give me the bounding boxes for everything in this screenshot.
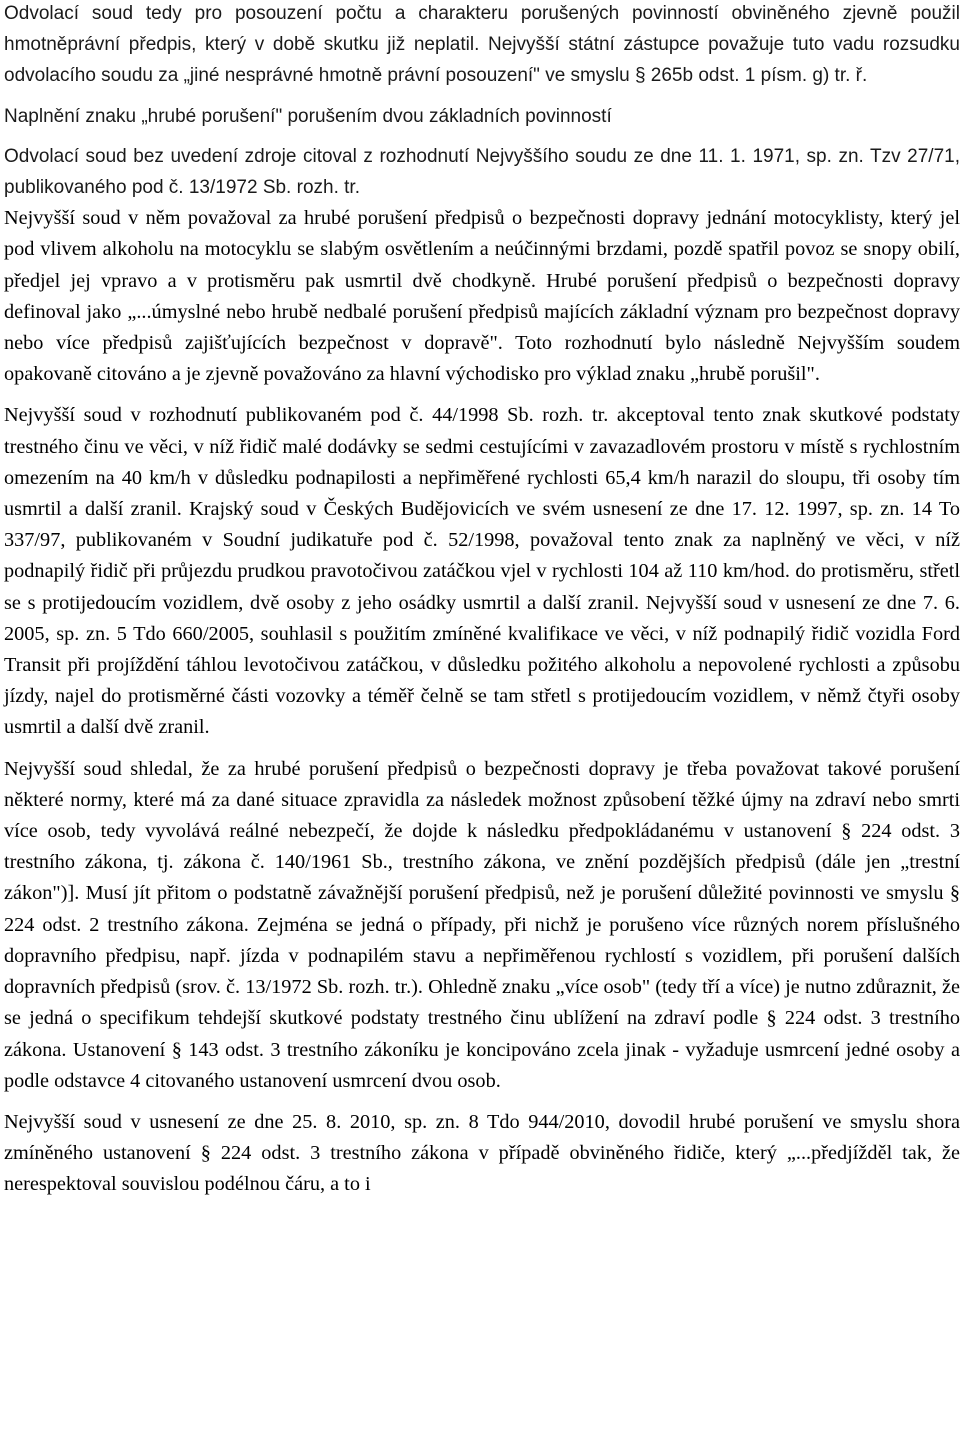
intro-paragraph: Odvolací soud tedy pro posouzení počtu a charakteru porušených povinností obviněného zjevně použil hmotněprávní předpis, který v době skutku již neplatil. Nejvyšší státní zástupce považuje tuto vadu rozsudku odvolacího soudu za „jiné nesprávné hmotně právní posouzení" ve smyslu § 265b odst. 1 písm. g) tr. ř.	[4, 3, 960, 87]
paragraph-4: Nejvyšší soud v usnesení ze dne 25. 8. 2010, sp. zn. 8 Tdo 944/2010, dovodil hrubé porušení ve smyslu shora zmíněného ustanovení § 224 odst. 3 trestního zákona v případě obviněného řidiče, který „...předjížděl tak, že nerespektoval souvislou podélnou čáru, a to i	[4, 1110, 960, 1196]
paragraph-2: Nejvyšší soud v rozhodnutí publikovaném pod č. 44/1998 Sb. rozh. tr. akceptoval tento znak skutkové podstaty trestného činu ve věci, v níž řidič malé dodávky se sedmi cestujícími v zavazadlovém prostoru v místě s rychlostním omezením na 40 km/h v důsledku podnapilosti a nepřiměřené rychlosti 65,4 km/h narazil do sloupu, tři osoby tím usmrtil a další zranil. Krajský soud v Českých Budějovicích ve svém usnesení ze dne 17. 12. 1997, sp. zn. 14 To 337/97, publikovaném v Soudní judikatuře pod č. 52/1998, považoval tento znak za naplněný ve věci, v níž podnapilý řidič při průjezdu prudkou pravotočivou zatáčkou vjel v rychlosti 104 až 110 km/hod. do protisměru, střetl se s protijedoucím vozidlem, dvě osoby z jeho osádky usmrtil a další zranil. Nejvyšší soud v usnesení ze dne 7. 6. 2005, sp. zn. 5 Tdo 660/2005, souhlasil s použitím zmíněné kvalifikace ve věci, v níž podnapilý řidič vozidla Ford Transit při projíždění táhlou levotočivou zatáčkou, v důsledku požitého alkoholu a nepovolené rychlosti a způsobu jízdy, najel do protisměrné části vozovky a téměř čelně se tam střetl s protijedoucím vozidlem, v němž čtyři osoby usmrtil a další dvě zranil.	[4, 404, 960, 739]
paragraph-1-lead: Odvolací soud bez uvedení zdroje citoval z rozhodnutí Nejvyššího soudu ze dne 11. 1. 1971, sp. zn. Tzv 27/71, publikovaného pod č. 13/1972 Sb. rozh. tr.	[4, 145, 960, 199]
paragraph-1	[4, 141, 960, 391]
section-heading: Naplnění znaku „hrubé porušení" porušením dvou základních povinností	[4, 105, 612, 127]
paragraph-3: Nejvyšší soud shledal, že za hrubé porušení předpisů o bezpečnosti dopravy je třeba považovat takové porušení některé normy, které má za dané situace zpravidla za následek možnost způsobení těžké újmy na zdraví nebo smrti více osob, tedy vyvolává reálné nebezpečí, že dojde k následku předpokládanému v ustanovení § 224 odst. 3 trestního zákona, tj. zákona č. 140/1961 Sb., trestního zákona, ve znění pozdějších předpisů (dále jen „trestní zákon")]. Musí jít přitom o podstatně závažnější porušení předpisů, než je porušení důležité povinnosti ve smyslu § 224 odst. 2 trestního zákona. Zejména se jedná o případy, při nichž je porušeno více různých norem příslušného dopravního předpisu, např. jízda v podnapilém stavu a nepřiměřenou rychlostí s vozidlem, při porušení dalších dopravních předpisů (srov. č. 13/1972 Sb. rozh. tr.). Ohledně znaku „více osob" (tedy tří a více) je nutno zdůraznit, že se jedná o specifikum tehdejší skutkové podstaty trestného činu ublížení na zdraví podle § 224 odst. 3 trestního zákona. Ustanovení § 143 odst. 3 trestního zákoníku je koncipováno zcela jinak - vyžaduje usmrcení jedné osoby a podle odstavce 4 citovaného ustanovení usmrcení dvou osob.	[4, 757, 960, 1092]
paragraph-1-rest: Nejvyšší soud v něm považoval za hrubé porušení předpisů o bezpečnosti dopravy jednání motocyklisty, který jel pod vlivem alkoholu na motocyklu se slabým osvětlením a neúčinnými brzdami, pozdě spatřil povoz se snopy obilí, předjel jej vpravo a v protisměru pak usmrtil dvě chodkyně. Hrubé porušení předpisů o bezpečnosti dopravy definoval jako „...úmyslné nebo hrubě nedbalé porušení předpisů majících základní význam pro bezpečnost dopravy nebo více předpisů zajišťujících bezpečnost v dopravě". Toto rozhodnutí bylo následně Nejvyšším soudem opakovaně citováno a je zjevně považováno za hlavní východisko pro výklad znaku „hrubě porušil".	[4, 207, 960, 386]
